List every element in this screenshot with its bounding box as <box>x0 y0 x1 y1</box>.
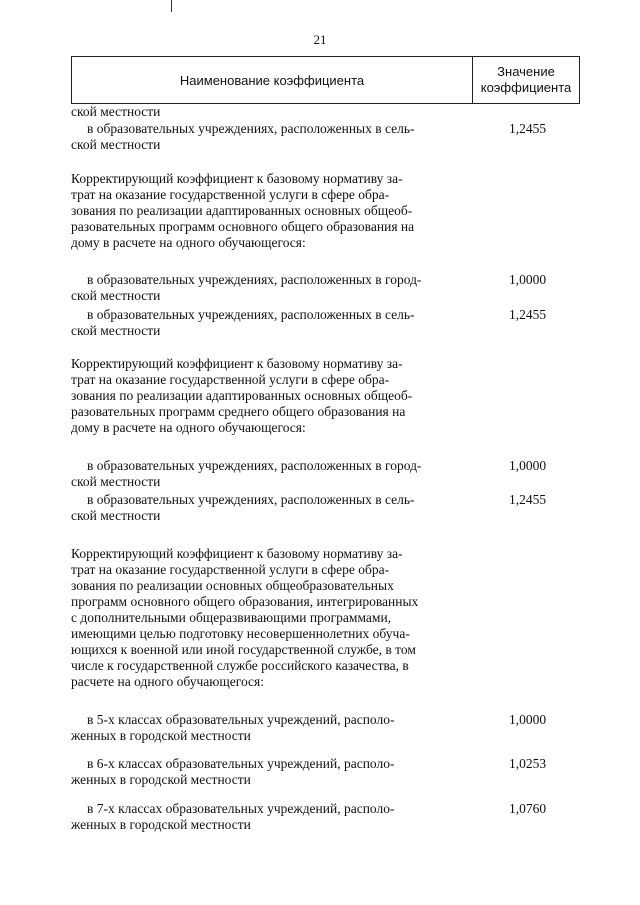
coefficient-name <box>71 492 469 524</box>
coefficient-name <box>71 121 469 153</box>
coefficient-name <box>71 546 469 690</box>
text-line: трат на оказание государственной услуги в сфере обра- <box>71 562 390 577</box>
text-line: трат на оказание государственной услуги в сфере обра- <box>71 372 390 387</box>
column-header-value <box>473 57 579 103</box>
coefficient-name <box>71 104 469 120</box>
text-line: женных в городской местности <box>71 817 251 832</box>
coefficient-name <box>71 356 469 436</box>
text-line: зования по реализации адаптированных основных общеоб- <box>71 388 413 403</box>
coefficient-name <box>71 712 469 744</box>
text-line: с дополнительными общеразвивающими программами, <box>71 610 392 625</box>
column-header-value-line2: коэффициента <box>480 80 572 95</box>
text-line: расчете на одного обучающегося: <box>71 674 264 689</box>
text-line: дому в расчете на одного обучающегося: <box>71 420 306 435</box>
text-line: ской местности <box>71 137 161 152</box>
coefficient-value: 1,0760 <box>509 801 547 816</box>
text-line: ской местности <box>71 508 161 523</box>
text-line: ющихся к военной или иной государственной службе, в том <box>71 642 416 657</box>
text-line: в образовательных учреждениях, расположенных в сель- <box>87 121 415 136</box>
column-header-value-line1: Значение <box>497 64 555 79</box>
text-line: в образовательных учреждениях, расположенных в сель- <box>87 307 415 322</box>
text-line: женных в городской местности <box>71 772 251 787</box>
text-line: зования по реализации адаптированных основных общеоб- <box>71 203 413 218</box>
coefficient-value: 1,0253 <box>509 756 547 771</box>
coefficient-name <box>71 272 469 304</box>
text-line: в 7-х классах образовательных учреждений, располо- <box>87 801 395 816</box>
text-line: ской местности <box>71 288 161 303</box>
text-line: имеющими целью подготовку несовершеннолетних обуча- <box>71 626 410 641</box>
text-line: ской местности <box>71 104 161 119</box>
text-line: в образовательных учреждениях, расположенных в город- <box>87 272 422 287</box>
coefficient-value: 1,2455 <box>509 121 547 136</box>
text-line: числе к государственной службе российского казачества, в <box>71 658 409 673</box>
text-line: в образовательных учреждениях, расположенных в город- <box>87 458 422 473</box>
coefficient-name <box>71 171 469 251</box>
coefficient-name <box>71 458 469 490</box>
text-line: Корректирующий коэффициент к базовому нормативу за- <box>71 546 403 561</box>
column-header-name: Наименование коэффициента <box>72 57 473 103</box>
text-line: в 6-х классах образовательных учреждений, располо- <box>87 756 395 771</box>
text-line: разовательных программ основного общего образования на <box>71 219 415 234</box>
coefficient-value: 1,2455 <box>509 307 547 322</box>
text-line: разовательных программ среднего общего образования на <box>71 404 406 419</box>
text-line: в образовательных учреждениях, расположенных в сель- <box>87 492 415 507</box>
text-line: дому в расчете на одного обучающегося: <box>71 235 306 250</box>
text-line: в 5-х классах образовательных учреждений, располо- <box>87 712 395 727</box>
coefficient-value: 1,0000 <box>509 272 547 287</box>
table-header <box>71 56 580 104</box>
text-line: трат на оказание государственной услуги в сфере обра- <box>71 187 390 202</box>
coefficient-value: 1,0000 <box>509 458 547 473</box>
text-line: Корректирующий коэффициент к базовому нормативу за- <box>71 356 403 371</box>
text-line: ской местности <box>71 323 161 338</box>
page-number: 21 <box>313 32 327 47</box>
coefficient-name <box>71 756 469 788</box>
scan-mark <box>171 0 172 12</box>
coefficient-value: 1,2455 <box>509 492 547 507</box>
text-line: женных в городской местности <box>71 728 251 743</box>
text-line: программ основного общего образования, интегрированных <box>71 594 419 609</box>
coefficient-name <box>71 307 469 339</box>
coefficient-name <box>71 801 469 833</box>
text-line: ской местности <box>71 474 161 489</box>
text-line: зования по реализации основных общеобразовательных <box>71 578 394 593</box>
coefficient-value: 1,0000 <box>509 712 547 727</box>
text-line: Корректирующий коэффициент к базовому нормативу за- <box>71 171 403 186</box>
